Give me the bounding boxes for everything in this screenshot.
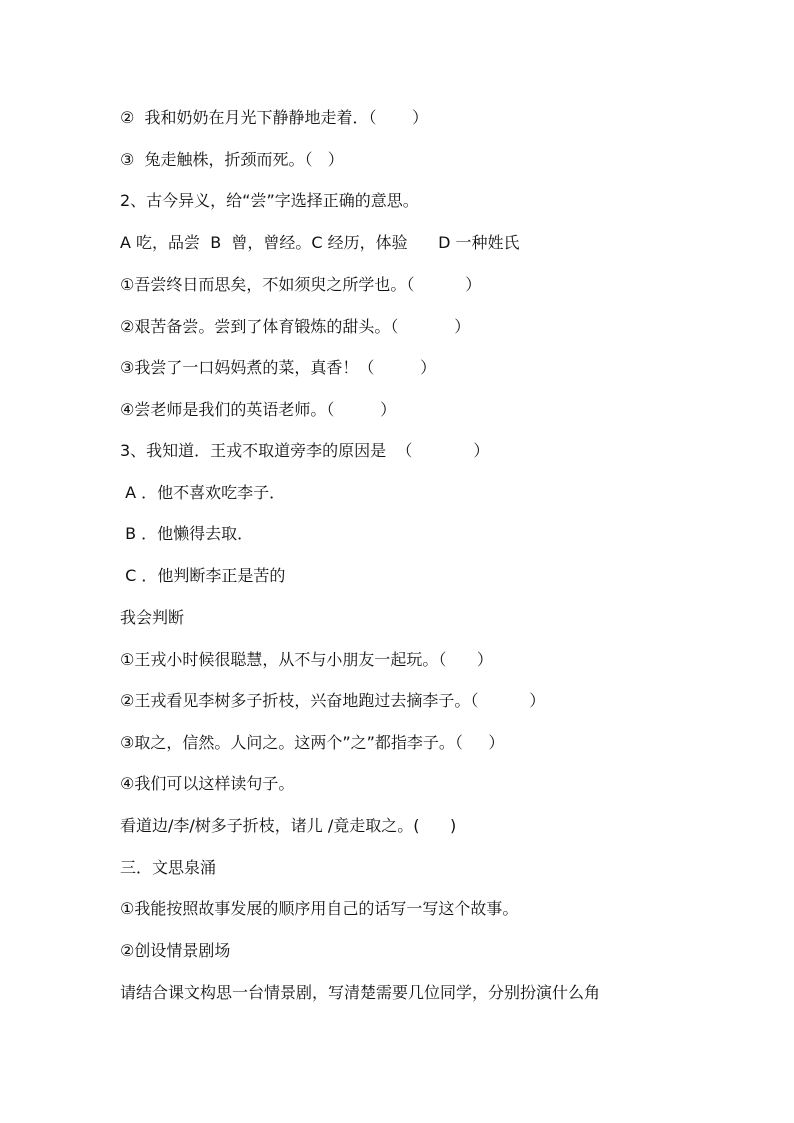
text-line: A 吃，品尝 B 曾，曾经。C 经历，体验 D 一种姓氏 xyxy=(120,233,520,252)
text-line: ② 我和奶奶在月光下静静地走着．（ ） xyxy=(120,108,429,127)
option-line: B ．他懒得去取． xyxy=(120,524,254,543)
section-heading: 我会判断 xyxy=(120,608,185,627)
text-line: 2、古今异义，给“尝”字选择正确的意思。 xyxy=(120,191,419,210)
text-line: 3、我知道．王戎不取道旁李的原因是 （ ） xyxy=(120,441,490,460)
text-line: 看道边/李/树多子折枝，诸儿 /竟走取之。( ) xyxy=(120,816,457,835)
text-line: ①王戎小时候很聪慧，从不与小朋友一起玩。（ ） xyxy=(120,650,493,669)
text-line: 请结合课文构思一台情景剧，写清楚需要几位同学，分别扮演什么角 xyxy=(120,983,601,1002)
option-line: A ．他不喜欢吃李子． xyxy=(120,483,286,502)
text-line: ③取之，信然。人问之。这两个”之”都指李子。（ ） xyxy=(120,733,505,752)
section-heading: 三．文思泉涌 xyxy=(120,858,217,877)
text-line: ④我们可以这样读句子。 xyxy=(120,774,295,793)
text-line: ②艰苦备尝。尝到了体育锻炼的甜头。（ ） xyxy=(120,317,471,336)
text-line: ④尝老师是我们的英语老师。（ ） xyxy=(120,400,397,419)
text-line: ①我能按照故事发展的顺序用自己的话写一写这个故事。 xyxy=(120,899,519,918)
text-line: ③ 兔走触株，折颈而死。（ ） xyxy=(120,150,344,169)
text-line: ①吾尝终日而思矣，不如须臾之所学也。（ ） xyxy=(120,275,482,294)
text-line: ③我尝了一口妈妈煮的菜，真香！（ ） xyxy=(120,358,437,377)
option-line: C ．他判断李正是苦的 xyxy=(120,566,286,585)
text-line: ②创设情景剧场 xyxy=(120,941,231,960)
text-line: ②王戎看见李树多子折枝，兴奋地跑过去摘李子。（ ） xyxy=(120,691,546,710)
